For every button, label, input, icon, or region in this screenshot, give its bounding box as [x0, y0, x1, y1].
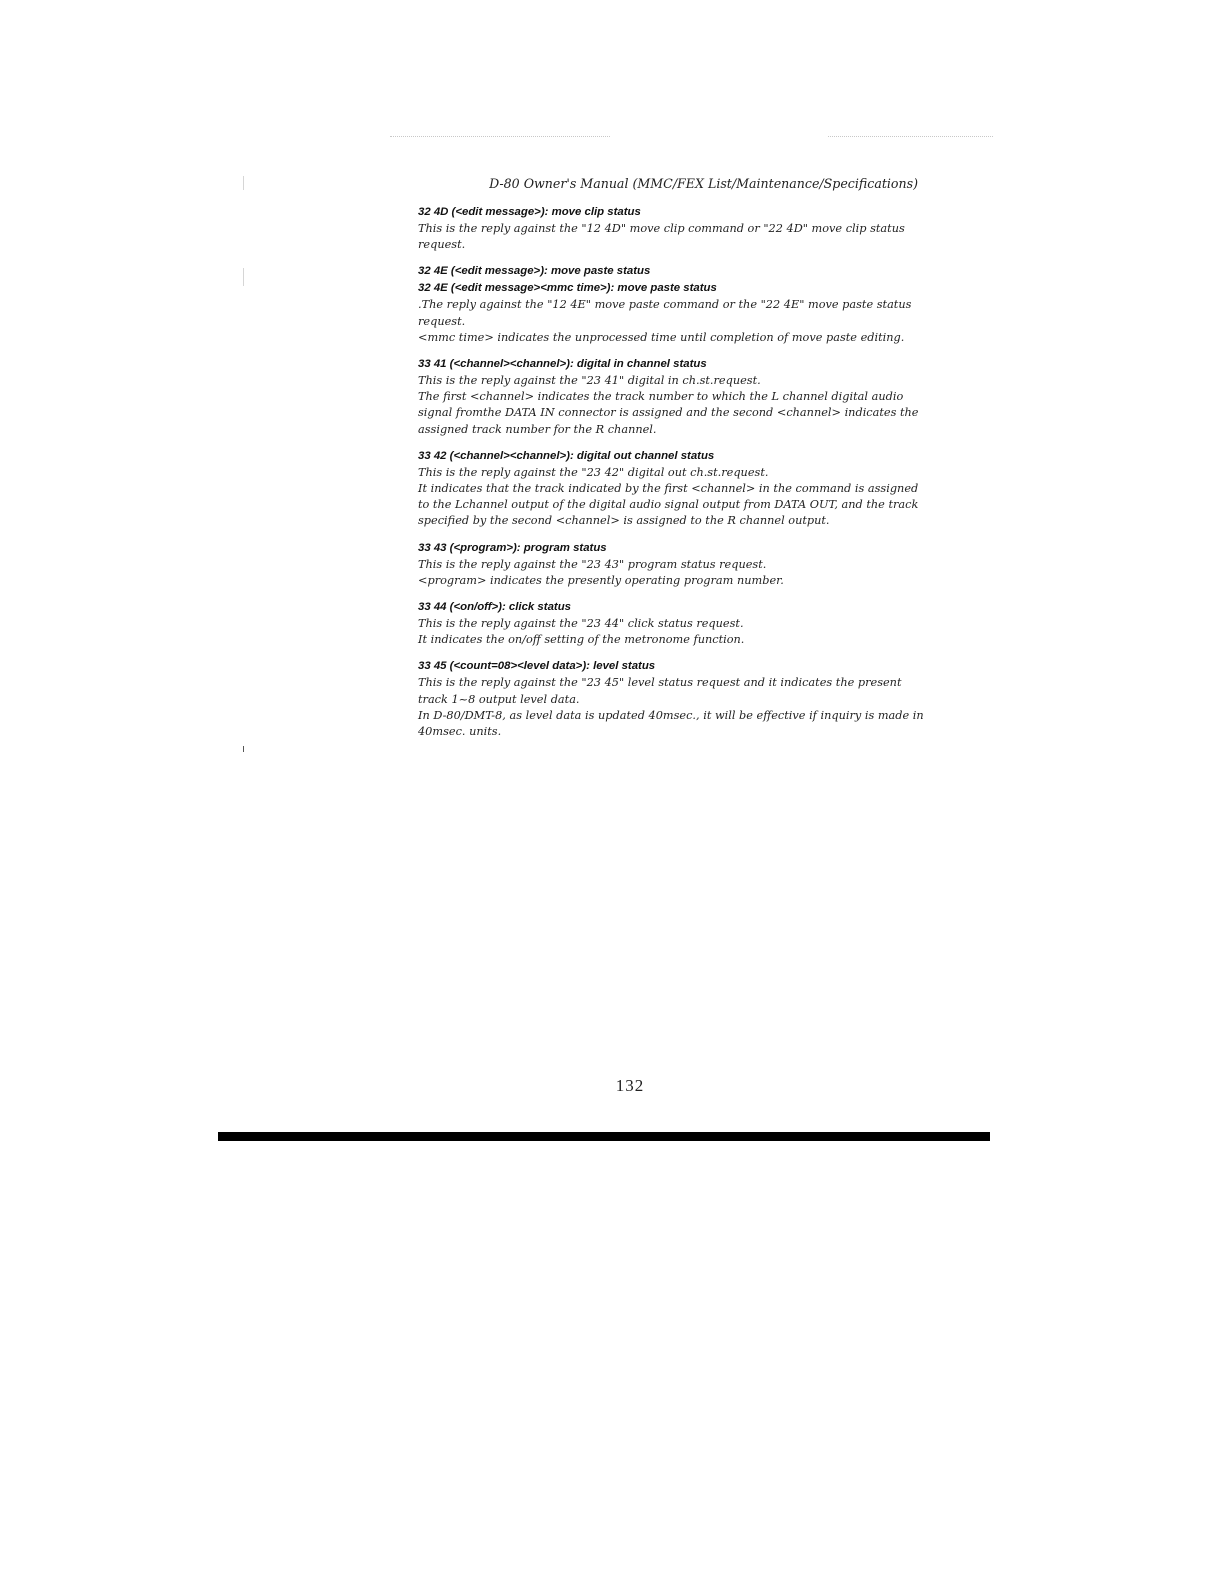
section-move-paste-status [418, 263, 928, 346]
scan-artifact-margin [243, 268, 244, 286]
scan-artifact-top-left [390, 136, 610, 138]
section-digital-out-channel-status [418, 448, 928, 530]
section-click-status [418, 599, 928, 648]
section-heading-secondary: 32 4E (<edit message><mmc time>): move paste status [418, 282, 717, 295]
paragraph: This is the reply against the "23 42" digital out ch.st.request. [418, 465, 769, 479]
section-heading: 32 4E (<edit message>): move paste status [418, 265, 651, 278]
paragraph: The first <channel> indicates the track number to which the L channel digital audio signal fromthe DATA IN connector is assigned and the second <channel> indicates the assigned track number for the R channel. [418, 390, 919, 436]
document-body [418, 204, 928, 750]
paragraph: This is the reply against the "23 43" program status request. [418, 557, 767, 571]
section-heading: 33 44 (<on/off>): click status [418, 601, 571, 614]
paragraph: This is the reply against the "23 41" digital in ch.st.request. [418, 374, 761, 388]
paragraph: This is the reply against the "23 44" click status request. [418, 617, 744, 631]
paragraph: It indicates the on/off setting of the metronome function. [418, 633, 745, 647]
paragraph: .The reply against the "12 4E" move paste command or the "22 4E" move paste status request. [418, 298, 912, 328]
paragraph: It indicates that the track indicated by the first <channel> in the command is assigned to the Lchannel output of the digital audio signal output from DATA OUT, and the track specified by the second <channel> is assigned to the R channel output. [418, 482, 919, 528]
section-move-clip-status [418, 204, 928, 253]
paragraph: This is the reply against the "12 4D" move clip command or "22 4D" move clip status request. [418, 222, 905, 252]
section-level-status [418, 658, 928, 740]
page-number: 132 [615, 1076, 645, 1095]
section-heading: 33 41 (<channel><channel>): digital in channel status [418, 358, 707, 371]
section-heading: 33 43 (<program>): program status [418, 541, 607, 554]
section-heading: 32 4D (<edit message>): move clip status [418, 206, 641, 218]
scan-artifact-margin [243, 176, 244, 190]
running-header: D-80 Owner's Manual (MMC/FEX List/Maintenance/Specifications) [489, 176, 918, 191]
section-digital-in-channel-status [418, 356, 928, 438]
scan-artifact-top-right [828, 136, 993, 138]
section-program-status [418, 540, 928, 589]
paragraph: <mmc time> indicates the unprocessed time until completion of move paste editing. [418, 330, 905, 344]
paragraph: This is the reply against the "23 45" level status request and it indicates the present track 1~8 output level data. [418, 676, 902, 706]
paragraph: In D-80/DMT-8, as level data is updated 40msec., it will be effective if inquiry is made in 40msec. units. [418, 708, 924, 739]
section-heading: 33 45 (<count=08><level data>): level status [418, 660, 656, 673]
section-heading: 33 42 (<channel><channel>): digital out channel status [418, 449, 715, 462]
footer-rule [218, 1132, 990, 1141]
scan-artifact-margin [243, 746, 244, 752]
paragraph: <program> indicates the presently operating program number. [418, 573, 784, 587]
